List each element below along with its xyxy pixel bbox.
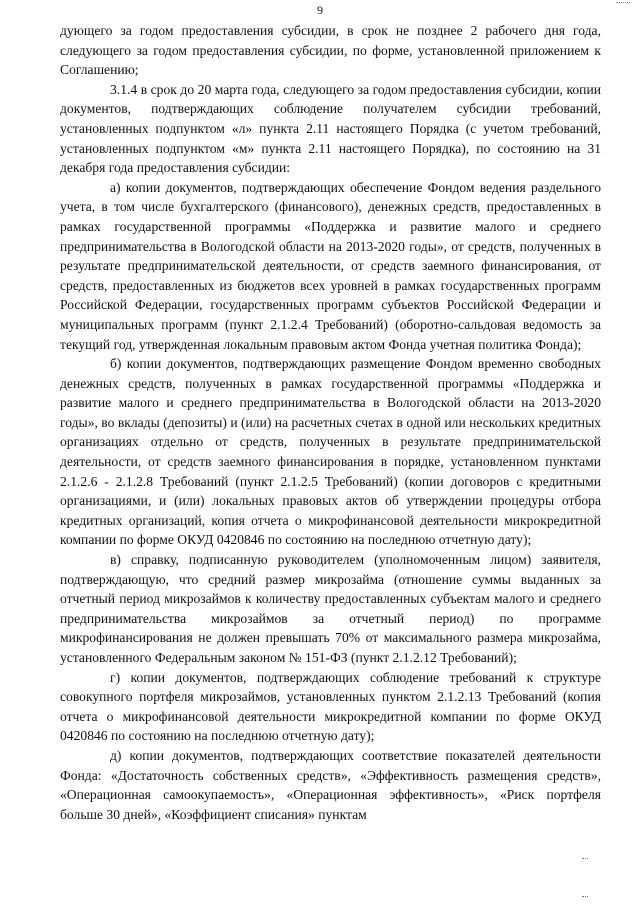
paragraph-item-a: а) копии документов, подтверждающих обеспечение Фондом ведения раздельного учета, в том числе бухгалтерского (финансового), денежных средств, предоставленных в рамках государственной программы «Поддержка и развитие малого и среднего предпринимательства в Вологодской области на 2013-2020 годы», от средств, полученных в результате предпринимательской деятельности, от средств заемного финансирования, от средств, предоставленных из бюджетов всех уровней в рамках государственных программ Российской Федерации, государственных программ субъектов Российской Федерации и муниципальных программ (пункт 2.1.2.4 Требований) (оборотно-сальдовая ведомость за текущий год, утвержденная локальным правовым актом Фонда учетная политика Фонда); (60, 179, 601, 352)
document-body (60, 21, 601, 824)
scan-artifact (582, 896, 588, 900)
paragraph-3-1-4: 3.1.4 в срок до 20 марта года, следующего за годом предоставления субсидии, копии документов, подтверждающих соблюдение получателем субсидии требований, установленных подпунктом «л» пункта 2.11 настоящего Порядка (с учетом требований, установленных подпунктом «м» пункта 2.11 настоящего Порядка), по состоянию на 31 декабря года предоставления субсидии: (60, 81, 601, 176)
paragraph-item-b: б) копии документов, подтверждающих размещение Фондом временно свободных денежных средств, полученных в рамках государственной программы «Поддержка и развитие малого и среднего предпринимательства в Вологодской области на 2013-2020 годы», во вклады (депозиты) и (или) на расчетных счетах в одной или нескольких кредитных организациях отдельно от средств, полученных в результате предпринимательской деятельности, от средств заемного финансирования в порядке, установленном пунктами 2.1.2.6 - 2.1.2.8 Требований (пункт 2.1.2.5 Требований) (копии договоров с кредитными организациями, и (или) локальных правовых актов об утверждении процедуры отбора кредитных организаций, копия отчета о микрофинансовой деятельности микрокредитной компании по форме ОКУД 0420846 по состоянию на последнюю отчетную дату); (60, 356, 601, 548)
paragraph-item-v: в) справку, подписанную руководителем (уполномоченным лицом) заявителя, подтверждающую, что средний размер микрозайма (отношение суммы выданных за отчетный период микрозаймов к количеству предоставленных субъектам малого и среднего предпринимательства микрозаймов за отчетный период) по программе микрофинансирования не должен превышать 70% от максимального размера микрозайма, установленного Федеральным законом № 151-ФЗ (пункт 2.1.2.12 Требований); (60, 552, 601, 665)
paragraph-item-d: д) копии документов, подтверждающих соответствие показателей деятельности Фонда: «Достаточность собственных средств», «Эффективность размещения средств», «Операционная самоокупаемость», «Операционная эффективность», «Риск портфеля больше 30 дней», «Коэффициент списания» пунктам (60, 747, 601, 822)
paragraph-continuation: дующего за годом предоставления субсидии, в срок не позднее 2 рабочего дня года, следующего за годом предоставления субсидии, по форме, установленной приложением к Соглашению; (60, 23, 601, 78)
paragraph-item-g: г) копии документов, подтверждающих соблюдение требований к структуре совокупного портфеля микрозаймов, установленных пунктом 2.1.2.13 Требований (копия отчета о микрофинансовой деятельности микрокредитной компании по форме ОКУД 0420846 по состоянию на последнюю отчетную дату); (60, 669, 601, 744)
page-number: 9 (317, 3, 323, 17)
scan-artifact (582, 858, 588, 862)
